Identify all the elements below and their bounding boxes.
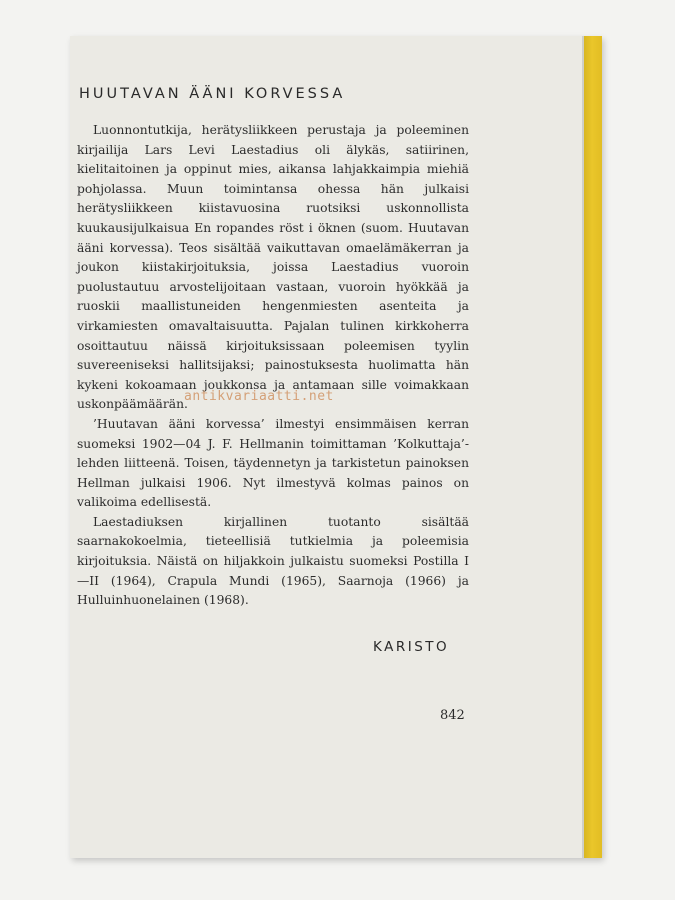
blurb-text: [77, 121, 469, 611]
blurb-paragraph: Luonnontutkija, herätysliikkeen perustaja ja poleeminen kirjailija Lars Levi Laestadius oli älykäs, satiirinen, kielitaitoinen ja oppinut mies, aikansa lahjakkaimpia miehiä pohjolassa. Muun toimintansa ohessa hän julkaisi herätysliikkeen kiistavuosina ruotsiksi uskonnollista kuukausijulkaisua En ropandes röst i öknen (suom. Huutavan ääni korvessa). Teos sisältää vaikuttavan omaelämäkerran ja joukon kiistakirjoituksia, joissa Laestadius vuoroin puolustautuu arvostelijoitaan vastaan, vuoroin hyökkää ja ruoskii maallistuneiden hengenmiesten asenteita ja virkamiesten omavaltaisuutta. Pajalan tulinen kirkkoherra osoittautuu näissä kirjoituksissaan poleemisen tyylin suvereeniseksi hallitsijaksi; painostuksesta huolimatta hän kykeni kokoamaan joukkonsa ja antamaan sille voimakkaan uskonpäämäärän.: [77, 123, 469, 412]
blurb-paragraph: Laestadiuksen kirjallinen tuotanto sisältää saarnakokoelmia, tieteellisiä tutkielmia ja poleemisia kirjoituksia. Näistä on hiljakkoin julkaistu suomeksi Postilla I—II (1964), Crapula Mundi (1965), Saarnoja (1966) ja Hulluinhuonelainen (1968).: [77, 514, 469, 608]
publisher-name: KARISTO: [373, 639, 450, 655]
book-code: 842: [440, 708, 465, 723]
book-spine: [584, 36, 602, 858]
book-title: HUUTAVAN ÄÄNI KORVESSA: [79, 86, 346, 102]
blurb-paragraph: ’Huutavan ääni korvessa’ ilmestyi ensimmäisen kerran suomeksi 1902—04 J. F. Hellmanin toimittaman ’Kolkuttaja’-lehden liitteenä. Toisen, täydennetyn ja tarkistetun painoksen Hellman julkaisi 1906. Nyt ilmestyvä kolmas painos on valikoima edellisestä.: [77, 416, 469, 510]
watermark: antikvariaatti.net: [184, 389, 334, 404]
